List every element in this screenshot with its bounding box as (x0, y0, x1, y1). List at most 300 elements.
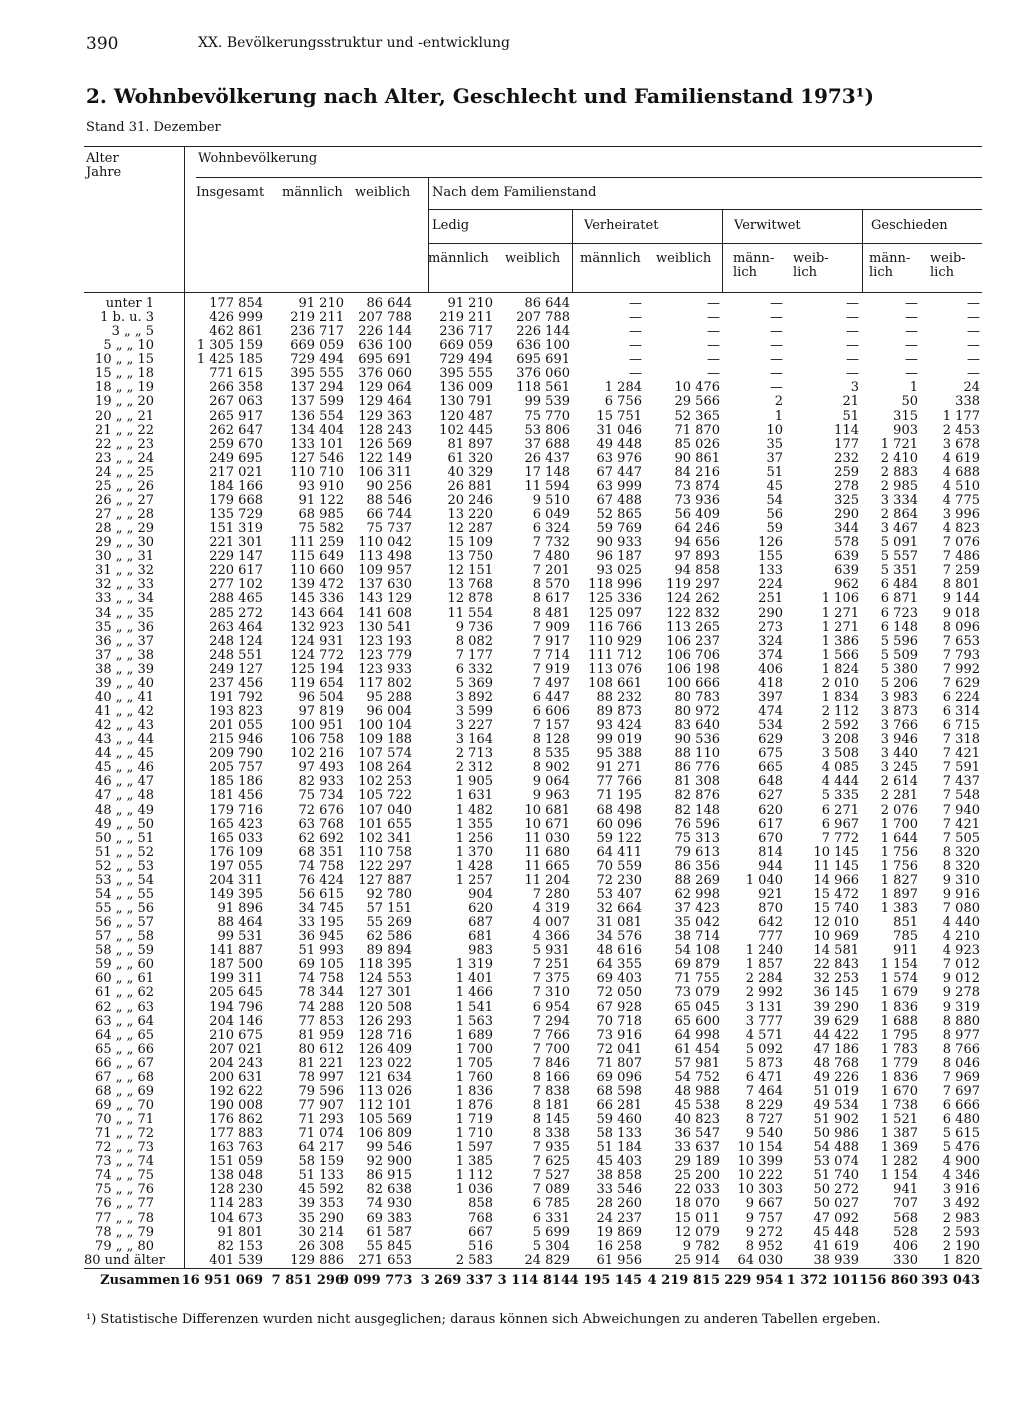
table-cell: 1 721 (880, 436, 918, 452)
table-cell: 6 723 (880, 605, 918, 621)
table-cell: 48 988 (674, 1083, 720, 1099)
age-label: 39 „ „ 40 (95, 675, 154, 691)
age-label: 61 „ „ 62 (95, 985, 154, 1001)
table-cell: 13 750 (447, 549, 493, 565)
table-cell: 1 834 (821, 689, 859, 705)
table-cell: 11 665 (524, 858, 570, 874)
table-cell: 134 404 (290, 422, 344, 438)
age-label: 44 „ „ 45 (95, 746, 154, 762)
table-cell: 11 594 (524, 478, 570, 494)
table-cell: 426 999 (209, 310, 263, 326)
table-cell: 210 675 (209, 1027, 263, 1043)
totals-cell: 393 043 (921, 1273, 980, 1288)
table-cell: 58 159 (298, 1154, 344, 1170)
table-cell: 106 237 (666, 633, 720, 649)
table-cell: 10 399 (737, 1154, 783, 1170)
table-cell: — (967, 310, 980, 326)
table-cell: 7 486 (942, 549, 980, 565)
table-cell: 200 631 (209, 1069, 263, 1085)
table-cell: 1 240 (745, 943, 783, 959)
table-cell: 2 076 (880, 802, 918, 818)
table-cell: 99 531 (217, 929, 263, 945)
table-cell: 1 679 (880, 985, 918, 1001)
table-cell: 104 673 (209, 1210, 263, 1226)
table-cell: 19 869 (596, 1224, 642, 1240)
age-label: 80 und älter (84, 1252, 165, 1268)
table-cell: 88 464 (217, 915, 263, 931)
table-cell: 89 873 (596, 704, 642, 720)
table-cell: 903 (893, 422, 918, 438)
age-label: 26 „ „ 27 (95, 492, 154, 508)
table-cell: 54 752 (674, 1069, 720, 1085)
table-cell: 7 917 (532, 633, 570, 649)
age-label: 51 „ „ 52 (95, 844, 154, 860)
table-cell: 4 440 (942, 915, 980, 931)
table-cell: 8 535 (532, 746, 570, 762)
table-cell: 1 177 (942, 408, 980, 424)
table-cell: 1 719 (455, 1112, 493, 1128)
table-cell: 71 195 (596, 788, 642, 804)
table-cell: 1 756 (880, 844, 918, 860)
header-wohnbevoelkerung: Wohnbevölkerung (198, 151, 318, 166)
table-cell: 12 151 (447, 563, 493, 579)
table-cell: 236 717 (290, 324, 344, 340)
age-label: 52 „ „ 53 (95, 858, 154, 874)
table-cell: 344 (834, 521, 859, 537)
table-cell: 177 883 (209, 1126, 263, 1142)
table-cell: 209 790 (209, 746, 263, 762)
table-cell: 4 346 (942, 1168, 980, 1184)
age-label: 53 „ „ 54 (95, 872, 154, 888)
age-label: 33 „ „ 34 (95, 591, 154, 607)
table-cell: 37 (766, 450, 783, 466)
table-cell: 1 305 159 (196, 338, 263, 354)
table-cell: 785 (893, 929, 918, 945)
table-cell: 6 331 (532, 1210, 570, 1226)
table-cell: 11 145 (813, 858, 859, 874)
age-label: 63 „ „ 64 (95, 1013, 154, 1029)
table-cell: 22 033 (674, 1182, 720, 1198)
table-cell: 53 407 (596, 886, 642, 902)
table-cell: 127 887 (358, 872, 412, 888)
table-cell: 165 423 (209, 816, 263, 832)
table-cell: 962 (834, 577, 859, 593)
table-cell: 51 133 (298, 1168, 344, 1184)
table-cell: 105 722 (358, 788, 412, 804)
table-cell: 204 146 (209, 1013, 263, 1029)
table-cell: 56 (766, 507, 783, 523)
table-cell: 56 409 (674, 507, 720, 523)
table-cell: 7 375 (532, 971, 570, 987)
table-cell: 64 998 (674, 1027, 720, 1043)
table-cell: 5 091 (880, 535, 918, 551)
table-cell: 113 076 (588, 661, 642, 677)
table-cell: 6 049 (532, 507, 570, 523)
table-cell: 192 622 (209, 1083, 263, 1099)
age-label: 66 „ „ 67 (95, 1055, 154, 1071)
table-cell: 642 (758, 915, 783, 931)
table-cell: 8 617 (532, 591, 570, 607)
table-cell: 45 448 (813, 1224, 859, 1240)
table-cell: 117 802 (358, 675, 412, 691)
table-cell: 33 546 (596, 1182, 642, 1198)
table-cell: 102 216 (290, 746, 344, 762)
table-cell: 1 820 (942, 1252, 980, 1268)
age-label: 22 „ „ 23 (95, 436, 154, 452)
table-cell: 106 198 (666, 661, 720, 677)
age-label: 40 „ „ 41 (95, 689, 154, 705)
table-cell: 9 667 (745, 1196, 783, 1212)
header-verw-m: männ- (733, 251, 775, 266)
table-cell: 1 385 (455, 1154, 493, 1170)
table-cell: 3 (850, 380, 859, 396)
table-cell: 290 (834, 507, 859, 523)
table-cell: 72 041 (596, 1041, 642, 1057)
table-cell: 77 853 (298, 1013, 344, 1029)
table-cell: 290 (758, 605, 783, 621)
table-cell: 70 718 (596, 1013, 642, 1029)
table-cell: 63 999 (596, 478, 642, 494)
table-cell: 52 365 (674, 408, 720, 424)
table-cell: 138 048 (209, 1168, 263, 1184)
table-cell: 55 269 (366, 915, 412, 931)
table-cell: 10 671 (524, 816, 570, 832)
table-cell: 88 546 (366, 492, 412, 508)
table-cell: 2 883 (880, 464, 918, 480)
table-cell: — (707, 338, 720, 354)
header-weiblich: weiblich (355, 185, 411, 200)
table-cell: 8 338 (532, 1126, 570, 1142)
table-cell: 31 081 (596, 915, 642, 931)
table-cell: 91 210 (298, 296, 344, 311)
table-cell: 4 775 (942, 492, 980, 508)
table-cell: 84 216 (674, 464, 720, 480)
totals-cell: 156 860 (859, 1273, 918, 1288)
age-label: 42 „ „ 43 (95, 718, 154, 734)
table-cell: — (770, 296, 783, 311)
table-cell: 1 284 (604, 380, 642, 396)
table-cell: 6 871 (880, 591, 918, 607)
age-label: 54 „ „ 55 (95, 886, 154, 902)
table-cell: 1 700 (455, 1041, 493, 1057)
table-cell: 69 403 (596, 971, 642, 987)
age-label: 43 „ „ 44 (95, 732, 154, 748)
table-cell: 8 046 (942, 1055, 980, 1071)
header-ledig-m: männlich (428, 251, 489, 266)
table-cell: 10 303 (737, 1182, 783, 1198)
table-cell: 3 766 (880, 718, 918, 734)
table-cell: 8 952 (745, 1238, 783, 1254)
table-cell: 151 319 (209, 521, 263, 537)
table-cell: 7 629 (942, 675, 980, 691)
table-cell: 1 700 (880, 816, 918, 832)
table-cell: 1 563 (455, 1013, 493, 1029)
table-cell: 325 (834, 492, 859, 508)
table-cell: 1 482 (455, 802, 493, 818)
table-cell: 108 264 (358, 760, 412, 776)
table-cell: 1 905 (455, 774, 493, 790)
age-label: 69 „ „ 70 (95, 1097, 154, 1113)
table-cell: 1 779 (880, 1055, 918, 1071)
table-cell: 24 237 (596, 1210, 642, 1226)
header-rule-groups (428, 243, 982, 244)
age-label: 25 „ „ 26 (95, 478, 154, 494)
table-cell: — (905, 366, 918, 382)
table-cell: 47 092 (813, 1210, 859, 1226)
table-cell: 124 553 (358, 971, 412, 987)
table-cell: 75 582 (298, 521, 344, 537)
age-label: 46 „ „ 47 (95, 774, 154, 790)
table-cell: 113 498 (358, 549, 412, 565)
table-cell: 669 059 (439, 338, 493, 354)
table-cell: 6 715 (942, 718, 980, 734)
table-cell: 77 766 (596, 774, 642, 790)
header-verw-w-2: lich (793, 265, 817, 280)
table-cell: 6 324 (532, 521, 570, 537)
age-label: 20 „ „ 21 (95, 408, 154, 424)
table-cell: 137 630 (358, 577, 412, 593)
table-cell: 75 737 (366, 521, 412, 537)
table-cell: 109 188 (358, 732, 412, 748)
table-cell: 324 (758, 633, 783, 649)
table-cell: 68 498 (596, 802, 642, 818)
table-cell: 6 224 (942, 689, 980, 705)
table-cell: 80 783 (674, 689, 720, 705)
table-cell: 1 355 (455, 816, 493, 832)
table-cell: 232 (834, 450, 859, 466)
table-cell: 262 647 (209, 422, 263, 438)
table-cell: 7 177 (455, 647, 493, 663)
table-cell: 123 779 (358, 647, 412, 663)
table-cell: 68 351 (298, 844, 344, 860)
table-cell: 7 846 (532, 1055, 570, 1071)
table-cell: — (846, 310, 859, 326)
age-label: 78 „ „ 79 (95, 1224, 154, 1240)
table-cell: 4 085 (821, 760, 859, 776)
table-cell: 81 308 (674, 774, 720, 790)
table-cell: 89 894 (366, 943, 412, 959)
table-cell: 54 (766, 492, 783, 508)
table-cell: 1 783 (880, 1041, 918, 1057)
table-cell: 376 060 (516, 366, 570, 382)
table-cell: 259 (834, 464, 859, 480)
table-title: 2. Wohnbevölkerung nach Alter, Geschlecht und Familienstand 1973¹) (86, 84, 874, 108)
table-cell: 35 290 (298, 1210, 344, 1226)
table-cell: 7 437 (942, 774, 980, 790)
table-cell: 29 566 (674, 394, 720, 410)
table-cell: 136 009 (439, 380, 493, 396)
table-cell: 97 493 (298, 760, 344, 776)
table-cell: 1 756 (880, 858, 918, 874)
table-cell: 4 823 (942, 521, 980, 537)
table-cell: 11 680 (524, 844, 570, 860)
table-cell: 123 933 (358, 661, 412, 677)
table-cell: 64 411 (596, 844, 642, 860)
header-verw-w: weib- (793, 251, 829, 266)
table-cell: 5 335 (821, 788, 859, 804)
table-cell: 4 510 (942, 478, 980, 494)
table-cell: 1 387 (880, 1126, 918, 1142)
table-cell: 11 030 (524, 830, 570, 846)
table-cell: 516 (468, 1238, 493, 1254)
table-cell: 66 281 (596, 1097, 642, 1113)
table-cell: 151 059 (209, 1154, 263, 1170)
table-cell: 54 108 (674, 943, 720, 959)
table-cell: 10 (766, 422, 783, 438)
totals-cell: 7 851 296 (271, 1273, 344, 1288)
table-cell: 5 206 (880, 675, 918, 691)
header-verheiratet: Verheiratet (584, 218, 659, 233)
table-cell: 768 (468, 1210, 493, 1226)
table-cell: 6 967 (821, 816, 859, 832)
table-cell: 110 758 (358, 844, 412, 860)
table-cell: 10 145 (813, 844, 859, 860)
table-cell: 2 592 (821, 718, 859, 734)
table-cell: 271 653 (358, 1252, 412, 1268)
header-gesch-w-2: lich (930, 265, 954, 280)
table-cell: 7 076 (942, 535, 980, 551)
age-label: 71 „ „ 72 (95, 1126, 154, 1142)
table-cell: 45 592 (298, 1182, 344, 1198)
table-cell: 6 480 (942, 1112, 980, 1128)
table-cell: 51 993 (298, 943, 344, 959)
table-cell: 4 900 (942, 1154, 980, 1170)
table-cell: 128 716 (358, 1027, 412, 1043)
table-cell: 5 615 (942, 1126, 980, 1142)
table-cell: 112 101 (358, 1097, 412, 1113)
table-cell: 7 421 (942, 816, 980, 832)
table-cell: 921 (758, 886, 783, 902)
table-cell: — (905, 352, 918, 368)
table-cell: 639 (834, 549, 859, 565)
table-cell: 79 596 (298, 1083, 344, 1099)
table-cell: 25 200 (674, 1168, 720, 1184)
table-cell: 1 857 (745, 957, 783, 973)
table-cell: 3 892 (455, 689, 493, 705)
table-cell: 1 (774, 408, 783, 424)
table-cell: 61 956 (596, 1252, 642, 1268)
table-cell: 59 460 (596, 1112, 642, 1128)
table-cell: 1 401 (455, 971, 493, 987)
age-label: 31 „ „ 32 (95, 563, 154, 579)
table-cell: — (770, 338, 783, 354)
table-cell: 229 147 (209, 549, 263, 565)
table-cell: 71 807 (596, 1055, 642, 1071)
table-cell: 1 319 (455, 957, 493, 973)
table-cell: 122 149 (358, 450, 412, 466)
table-cell: — (629, 324, 642, 340)
table-cell: 100 666 (666, 675, 720, 691)
table-cell: 75 734 (298, 788, 344, 804)
table-cell: 8 880 (942, 1013, 980, 1029)
table-cell: 205 645 (209, 985, 263, 1001)
table-cell: 1 154 (880, 957, 918, 973)
table-cell: 15 109 (447, 535, 493, 551)
table-cell: 48 616 (596, 943, 642, 959)
age-label: 29 „ „ 30 (95, 535, 154, 551)
table-cell: 6 756 (604, 394, 642, 410)
table-cell: 90 536 (674, 732, 720, 748)
header-insgesamt: Insgesamt (196, 185, 265, 200)
table-cell: 3 916 (942, 1182, 980, 1198)
table-cell: 7 012 (942, 957, 980, 973)
table-cell: 2 992 (745, 985, 783, 1001)
table-cell: 116 766 (588, 619, 642, 635)
table-cell: 128 243 (358, 422, 412, 438)
totals-cell: 16 951 069 (181, 1273, 263, 1288)
table-cell: — (905, 296, 918, 311)
age-label: 41 „ „ 42 (95, 704, 154, 720)
table-cell: 248 551 (209, 647, 263, 663)
table-cell: 36 945 (298, 929, 344, 945)
table-cell: 215 946 (209, 732, 263, 748)
table-cell: 1 271 (821, 619, 859, 635)
table-cell: 76 424 (298, 872, 344, 888)
table-cell: 4 571 (745, 1027, 783, 1043)
table-cell: 121 634 (358, 1069, 412, 1085)
table-cell: 127 546 (290, 450, 344, 466)
table-cell: 374 (758, 647, 783, 663)
table-cell: 194 796 (209, 999, 263, 1015)
table-cell: 63 976 (596, 450, 642, 466)
table-cell: 71 293 (298, 1112, 344, 1128)
table-cell: — (629, 310, 642, 326)
table-cell: 126 293 (358, 1013, 412, 1029)
table-cell: 338 (955, 394, 980, 410)
table-cell: 36 547 (674, 1126, 720, 1142)
table-cell: 163 763 (209, 1140, 263, 1156)
table-cell: 2 410 (880, 450, 918, 466)
table-cell: 220 617 (209, 563, 263, 579)
table-cell: 3 334 (880, 492, 918, 508)
table-cell: 528 (893, 1224, 918, 1240)
table-cell: 687 (468, 915, 493, 931)
table-cell: 96 187 (596, 549, 642, 565)
table-cell: 93 910 (298, 478, 344, 494)
table-cell: 37 688 (524, 436, 570, 452)
table-cell: 474 (758, 704, 783, 720)
table-cell: 1 836 (880, 999, 918, 1015)
table-cell: 9 144 (942, 591, 980, 607)
table-cell: 32 253 (813, 971, 859, 987)
table-cell: 534 (758, 718, 783, 734)
header-verh-m: männlich (580, 251, 641, 266)
table-cell: 9 757 (745, 1210, 783, 1226)
table-cell: 695 691 (516, 352, 570, 368)
table-cell: 130 791 (439, 394, 493, 410)
table-cell: 7 480 (532, 549, 570, 565)
table-cell: 627 (758, 788, 783, 804)
table-cell: — (967, 338, 980, 354)
table-cell: 141 608 (358, 605, 412, 621)
table-cell: 132 923 (290, 619, 344, 635)
table-cell: 8 229 (745, 1097, 783, 1113)
age-label: 27 „ „ 28 (95, 507, 154, 523)
table-cell: 1 386 (821, 633, 859, 649)
table-cell: 266 358 (209, 380, 263, 396)
table-cell: 1 876 (455, 1097, 493, 1113)
table-cell: 93 424 (596, 718, 642, 734)
table-cell: 9 278 (942, 985, 980, 1001)
table-cell: — (967, 366, 980, 382)
table-cell: 207 788 (358, 310, 412, 326)
table-cell: 7 697 (942, 1083, 980, 1099)
table-cell: 179 668 (209, 492, 263, 508)
table-cell: 5 092 (745, 1041, 783, 1057)
table-cell: 12 287 (447, 521, 493, 537)
table-cell: 7 838 (532, 1083, 570, 1099)
table-cell: 330 (893, 1252, 918, 1268)
